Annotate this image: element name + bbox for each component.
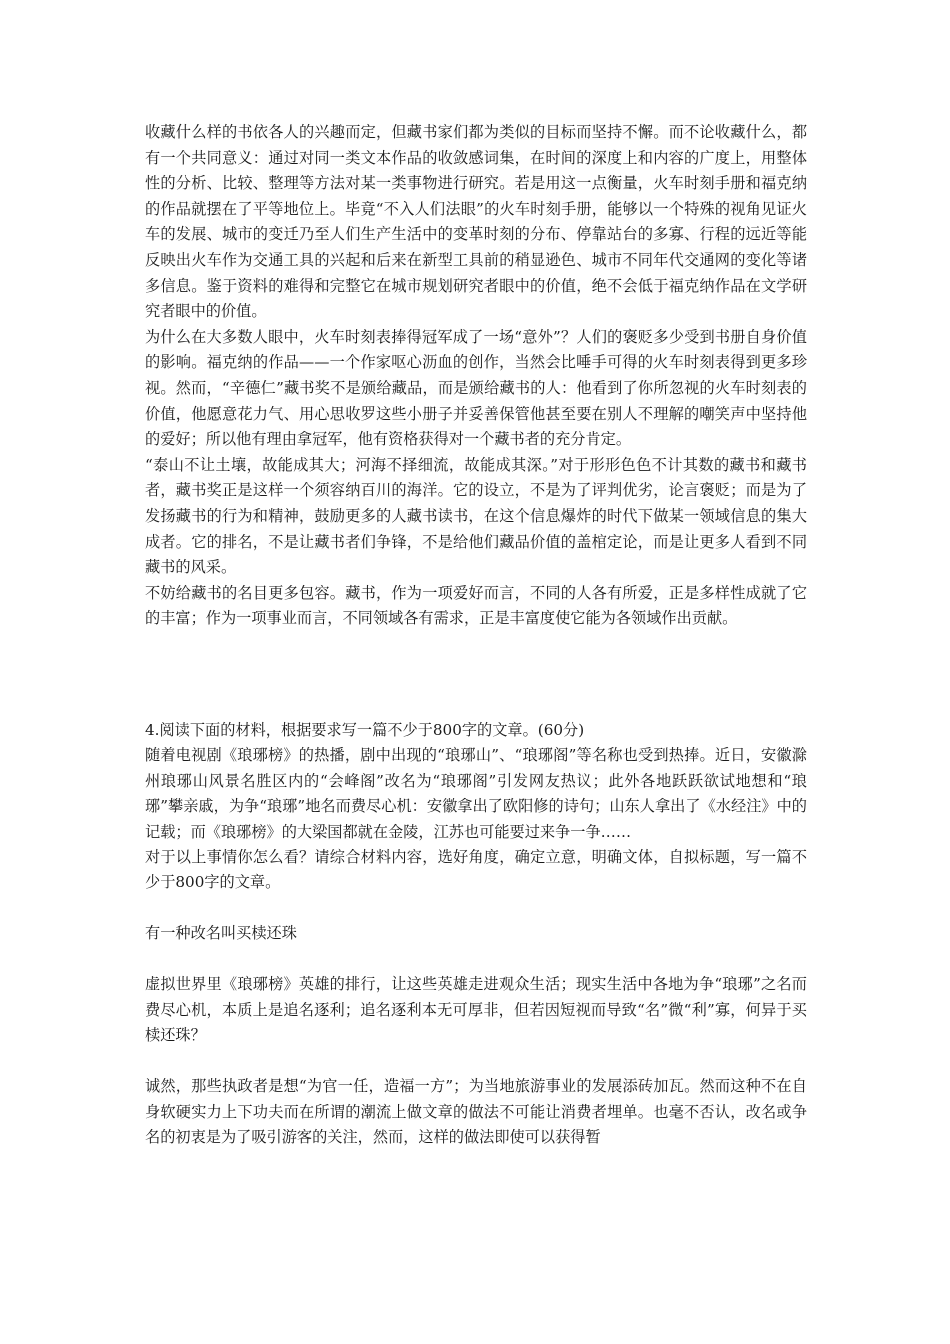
essay-excerpt-section (145, 120, 807, 632)
document-body (145, 120, 807, 1150)
body-paragraph: 为什么在大多数人眼中，火车时刻表捧得冠军成了一场“意外”？人们的褒贬多少受到书册自身价值的影响。福克纳的作品——一个作家呕心沥血的创作，当然会比唾手可得的火车时刻表得到更多珍视。然而，“辛德仁”藏书奖不是颁给藏品，而是颁给藏书的人：他看到了你所忽视的火车时刻表的价值，他愿意花力气、用心思收罗这些小册子并妥善保管他甚至要在别人不理解的嘲笑声中坚持他的爱好；所以他有理由拿冠军，他有资格获得对一个藏书者的充分肯定。 (145, 327, 807, 449)
blank-line (145, 1049, 807, 1075)
writing-task-section (145, 718, 807, 1150)
section-spacer (145, 632, 807, 718)
requirement-paragraph: 对于以上事情你怎么看？请综合材料内容，选好角度，确定立意，明确文体，自拟标题，写一篇不少于800字的文章。 (145, 847, 807, 892)
body-paragraph: 收藏什么样的书依各人的兴趣而定，但藏书家们都为类似的目标而坚持不懈。而不论收藏什么，都有一个共同意义：通过对同一类文本作品的收敛感词集，在时间的深度上和内容的广度上，用整体性的分析、比较、整理等方法对某一类事物进行研究。若是用这一点衡量，火车时刻手册和福克纳的作品就摆在了平等地位上。毕竟“不入人们法眼”的火车时刻手册，能够以一个特殊的视角见证火车的发展、城市的变迁乃至人们生产生活中的变革时刻的分布、停靠站台的多寡、行程的远近等能反映出火车作为交通工具的兴起和后来在新型工具前的稍显逊色、城市不同年代交通网的变化等诸多信息。鉴于资料的难得和完整它在城市规划研究者眼中的价值，绝不会低于福克纳作品在文学研究者眼中的价值。 (145, 123, 807, 321)
essay-paragraph: 虚拟世界里《琅琊榜》英雄的排行，让这些英雄走进观众生活；现实生活中各地为争“琅琊”之名而费尽心机，本质上是追名逐利；追名逐利本无可厚非，但若因短视而导致“名”微“利”寡，何异于买椟还珠？ (145, 975, 807, 1045)
question-heading: 4.阅读下面的材料，根据要求写一篇不少于800字的文章。(60分) (145, 720, 585, 739)
blank-line (145, 947, 807, 973)
essay-title: 有一种改名叫买椟还珠 (145, 924, 297, 943)
body-paragraph: “泰山不让土壤，故能成其大；河海不择细流，故能成其深。”对于形形色色不计其数的藏书和藏书者，藏书奖正是这样一个须容纳百川的海洋。它的设立，不是为了评判优劣，论言褒贬；而是为了发扬藏书的行为和精神，鼓励更多的人藏书读书，在这个信息爆炸的时代下做某一领域信息的集大成者。它的排名，不是让藏书者们争锋，不是给他们藏品价值的盖棺定论，而是让更多人看到不同藏书的风采。 (145, 455, 807, 577)
material-paragraph: 随着电视剧《琅琊榜》的热播，剧中出现的“琅琊山”、“琅琊阁”等名称也受到热捧。近日，安徽滁州琅琊山风景名胜区内的“会峰阁”改名为“琅琊阁”引发网友热议；此外各地跃跃欲试地想和“琅琊”攀亲戚，为争“琅琊”地名而费尽心机：安徽拿出了欧阳修的诗句；山东人拿出了《水经注》中的记载；而《琅琊榜》的大梁国都就在金陵，江苏也可能要过来争一争…… (145, 746, 807, 841)
blank-line (145, 896, 807, 922)
body-paragraph: 不妨给藏书的名目更多包容。藏书，作为一项爱好而言，不同的人各有所爱，正是多样性成就了它的丰富；作为一项事业而言，不同领域各有需求，正是丰富度使它能为各领域作出贡献。 (145, 583, 807, 628)
essay-paragraph: 诚然，那些执政者是想“为官一任，造福一方”；为当地旅游事业的发展添砖加瓦。然而这种不在自身软硬实力上下功夫而在所谓的潮流上做文章的做法不可能让消费者埋单。也毫不否认，改名或争名的初衷是为了吸引游客的关注，然而，这样的做法即使可以获得暂 (145, 1077, 807, 1146)
